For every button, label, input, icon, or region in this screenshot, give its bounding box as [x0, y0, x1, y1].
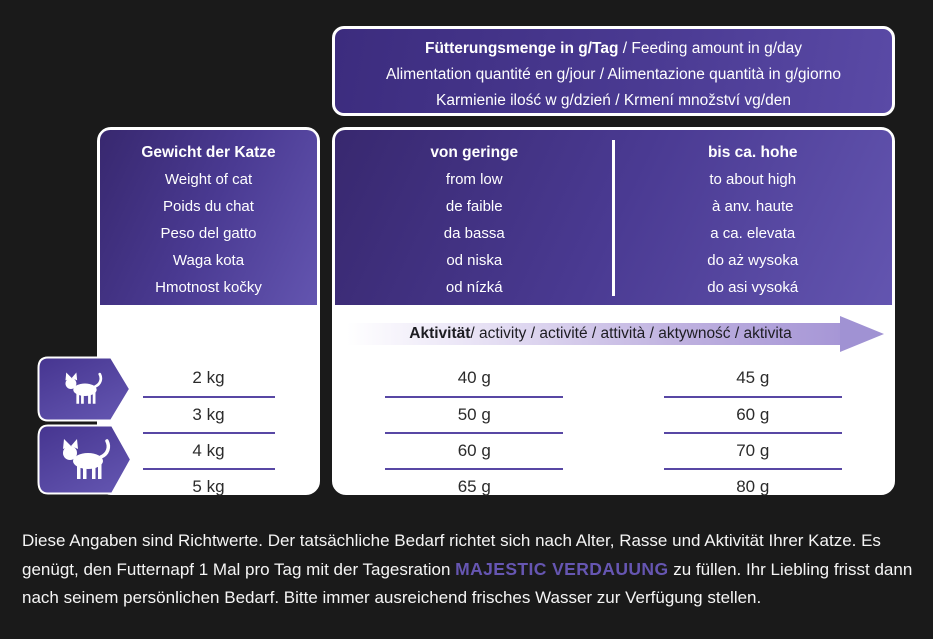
high-values-column: [614, 360, 893, 504]
weight-cell-4kg: 4 kg: [143, 432, 275, 468]
low-header-pl: od niska: [446, 252, 503, 269]
low-header-en: from low: [445, 171, 503, 188]
weight-header-pl: Waga kota: [172, 252, 245, 269]
weight-header-it: Peso del gatto: [160, 225, 257, 242]
low-activity-header: [335, 130, 614, 305]
high-cell-3kg: 60 g: [664, 396, 842, 432]
high-activity-header: [614, 130, 893, 305]
header-divider-line: [612, 140, 615, 296]
low-cell-5kg: 65 g: [385, 468, 563, 504]
high-cell-2kg: 45 g: [736, 368, 770, 387]
high-header-fr: à anv. haute: [712, 198, 794, 215]
low-header-de: von geringe: [430, 144, 519, 161]
large-cat-badge: [36, 424, 134, 495]
amounts-panel-header: [335, 130, 892, 305]
feeding-amount-title-box: [332, 26, 895, 116]
high-header-de: bis ca. hohe: [707, 144, 798, 161]
title-line-3: Karmienie ilość w g/dzień / Krmení množství vg/den: [436, 92, 791, 109]
brand-name: MAJESTIC VERDAUUNG: [455, 559, 669, 579]
weight-header-cz: Hmotnost kočky: [155, 279, 262, 296]
title-line-2: Alimentation quantité en g/jour / Alimentazione quantità in g/giorno: [386, 66, 841, 83]
weight-header-de: Gewicht der Katze: [141, 144, 276, 161]
high-header-en: to about high: [709, 171, 797, 188]
weight-header-en: Weight of cat: [164, 171, 253, 188]
footer-text-before: Diese Angaben sind Richtwerte. Der tatsächliche Bedarf richtet sich nach Alter, Rasse und Aktivität Ihrer Katze. Es genügt, den Futternapf 1 Mal pro Tag mit der Tagesration: [22, 531, 881, 579]
high-header-it: a ca. elevata: [710, 225, 796, 242]
low-cell-2kg: 40 g: [457, 368, 491, 387]
small-cat-badge: [36, 356, 133, 422]
title-line-1: [335, 36, 892, 62]
footer-text-after: zu füllen. Ihr Liebling frisst dann nach seinem persönlichen Bedarf. Bitte immer ausreichend frisches Wasser zur Verfügung stellen.: [22, 560, 913, 607]
low-cell-3kg: 50 g: [385, 396, 563, 432]
activity-arrow: [347, 316, 884, 352]
activity-label-bold: Aktivität: [409, 325, 471, 342]
weight-cell-5kg: 5 kg: [143, 468, 275, 504]
weight-cell-2kg: 2 kg: [192, 368, 225, 387]
footer-note: [22, 527, 914, 612]
high-cell-4kg: 70 g: [664, 432, 842, 468]
low-values-column: [335, 360, 614, 504]
high-header-pl: do aż wysoka: [707, 252, 799, 269]
title-line-1-bold: Fütterungsmenge in g/Tag: [424, 40, 619, 57]
activity-label-rest: / activity / activité / attività / aktywność / aktivita: [470, 325, 792, 342]
high-header-cz: do asi vysoká: [707, 279, 799, 296]
low-header-cz: od nízká: [445, 279, 503, 296]
low-header-it: da bassa: [443, 225, 505, 242]
activity-arrow-label: [347, 323, 854, 345]
title-line-1-rest: / Feeding amount in g/day: [618, 40, 802, 57]
high-cell-5kg: 80 g: [664, 468, 842, 504]
weight-cell-3kg: 3 kg: [143, 396, 275, 432]
low-header-fr: de faible: [445, 198, 503, 215]
amounts-panel: [332, 127, 895, 495]
weight-header-fr: Poids du chat: [163, 198, 254, 215]
weight-panel-header: [100, 130, 317, 305]
low-cell-4kg: 60 g: [385, 432, 563, 468]
